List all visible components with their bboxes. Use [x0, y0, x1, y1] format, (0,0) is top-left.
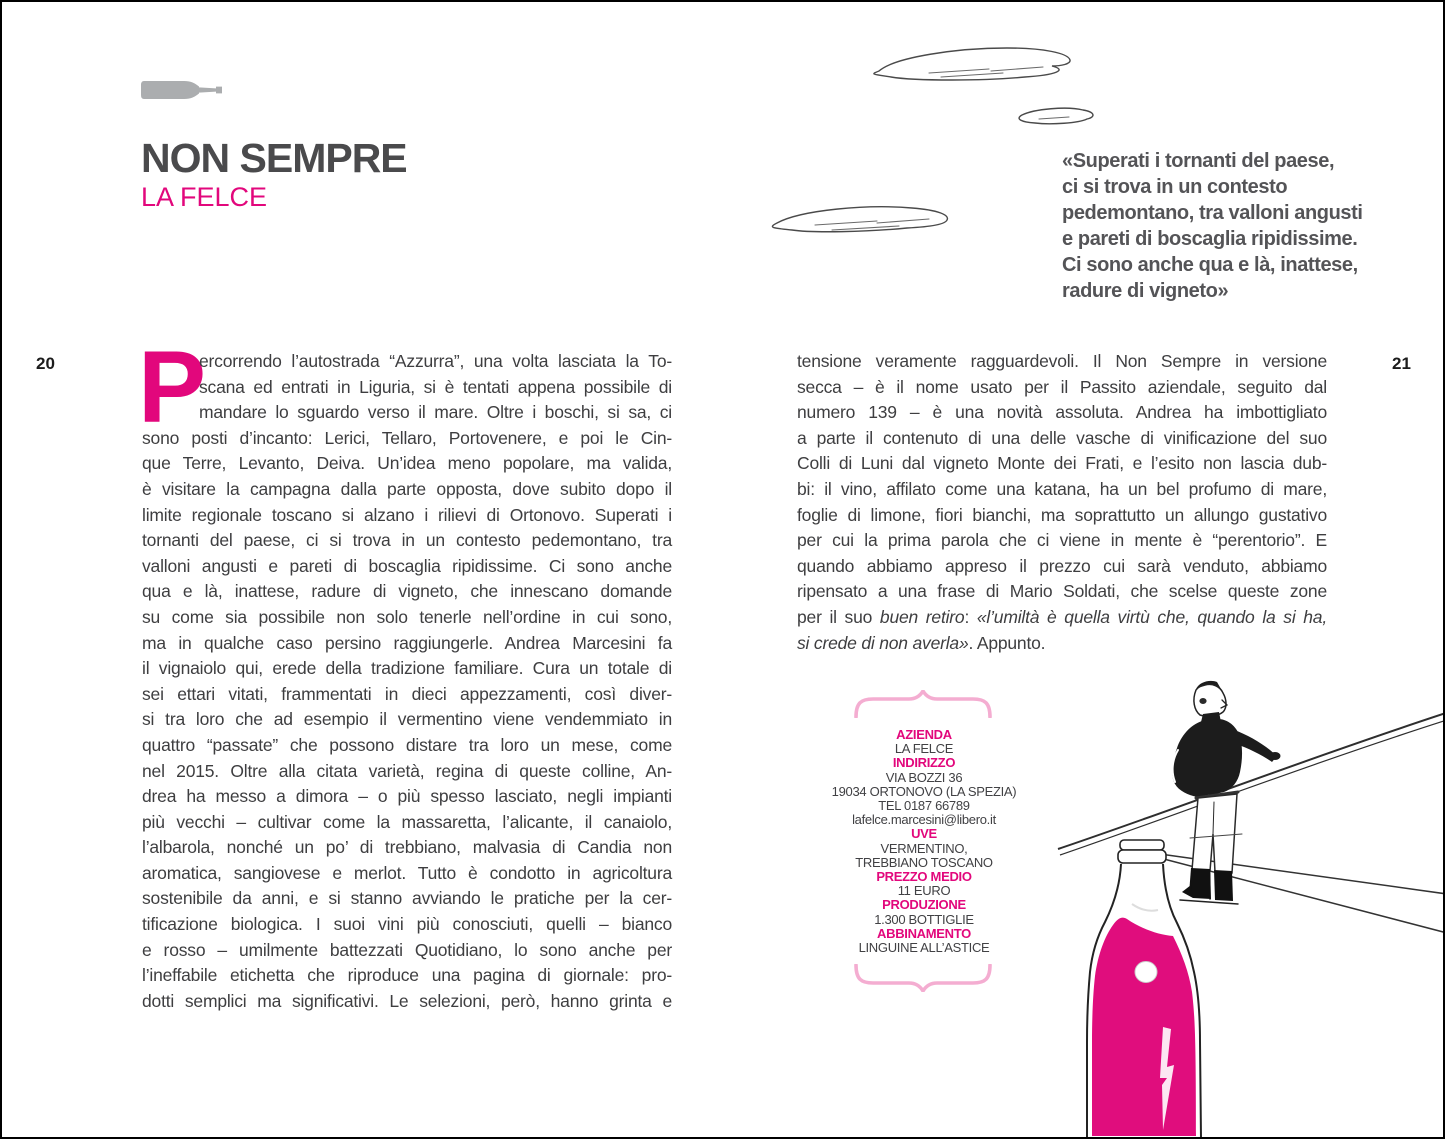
drop-cap: P	[138, 330, 207, 444]
body-line: aromatica, sangiovese e merlot. Tutto è condotto in agricoltura	[142, 862, 672, 883]
body-line: limite regionale toscano si alzano i rilievi di Ortonovo. Superati i	[142, 504, 672, 525]
italic-text: si crede di non averla»	[797, 632, 969, 653]
body-line: dotti semplici ma significativi. Le selezioni, però, hanno grinta e	[142, 990, 672, 1011]
article-title-block	[141, 136, 407, 212]
body-line: numero 139 – è una novità assoluta. Andrea ha imbottigliato	[797, 402, 1327, 423]
ornament-bracket-top	[853, 690, 993, 718]
body-line: quando abbiamo appreso il prezzo cui sarà venduto, abbiamo	[797, 555, 1327, 576]
info-values	[804, 842, 1044, 870]
info-value: VIA BOZZI 36	[885, 769, 963, 785]
body-line: bi: il vino, affilato come una katana, ha un bel profumo di mare,	[797, 478, 1327, 499]
body-line: si tra loro che ad esempio il vermentino viene vendemmiato in	[142, 709, 672, 730]
page-number-left: 20	[36, 354, 55, 373]
body-line: ma in qualche caso persino raggiungerle. Andrea Marcesini fa	[142, 632, 672, 653]
body-line: tensione veramente ragguardevoli. Il Non Sempre in versione	[797, 351, 1327, 371]
ornament-bracket-bottom	[853, 964, 993, 992]
info-label: ABBINAMENTO	[877, 925, 971, 941]
info-label: INDIRIZZO	[892, 755, 956, 771]
tightrope-man	[1172, 681, 1280, 904]
pull-quote	[1062, 148, 1362, 304]
body-line: sostenibile da anni, e si stanno avviando le pratiche per la cer-	[142, 888, 672, 909]
body-line: nel 2015. Oltre alla citata varietà, regina di queste colline, An-	[142, 760, 672, 781]
body-line: e rosso – umilmente battezzati Quotidiano, lo sono anche per	[142, 939, 672, 960]
body-line: mandare lo sguardo verso il mare. Oltre i boschi, si sa, ci	[199, 402, 672, 423]
page-title: NON SEMPRE	[141, 135, 407, 181]
info-section	[804, 728, 1044, 756]
info-value: 19034 ORTONOVO (LA SPEZIA)	[831, 783, 1017, 799]
info-label: AZIENDA	[896, 727, 952, 742]
info-section	[804, 870, 1044, 898]
body-line: l’ineffabile etichetta che riproduce una pagina di giornale: pro-	[142, 965, 672, 986]
tightrope-walker-illustration	[1042, 642, 1445, 1139]
quote-line: «Superati i tornanti del paese,	[1062, 150, 1335, 172]
plain-text: :	[964, 606, 977, 627]
quote-line: pedemontano, tra valloni angusti	[1062, 202, 1363, 224]
info-values	[804, 913, 1044, 927]
info-section	[804, 756, 1044, 827]
body-line: per cui la prima parola che ci viene in mente è “perentorio”. E	[797, 530, 1327, 551]
wine-bottle-icon	[140, 76, 224, 106]
body-line: Colli di Luni dal vigneto Monte dei Frati, e l’esito non lascia dub-	[797, 453, 1327, 474]
body-line: l’albarola, nonché un po’ di trebbiano, malvasia di Candia non	[142, 837, 672, 858]
body-line: tificazione biologica. I suoi vini più conosciuti, quelli – bianco	[142, 914, 672, 935]
body-column-left	[142, 349, 672, 1014]
body-column-right	[797, 349, 1327, 656]
info-value: TREBBIANO TOSCANO	[855, 854, 993, 870]
body-line: sei ettari vitati, frammentati in dieci appezzamenti, così diver-	[142, 683, 672, 704]
info-section	[804, 898, 1044, 926]
plain-text: per il suo	[797, 606, 880, 627]
body-line: tornanti del paese, ci si trova in un contesto pedemontano, tra	[142, 530, 672, 551]
info-value: lafelce.marcesini@libero.it	[852, 812, 996, 828]
info-label: PREZZO MEDIO	[876, 869, 972, 885]
body-line: que Terre, Levanto, Deiva. Un’idea meno popolare, ma valida,	[142, 453, 672, 474]
info-section	[804, 827, 1044, 870]
plain-text: . Appunto.	[968, 632, 1046, 653]
italic-text: buen retiro	[879, 606, 965, 627]
info-value: 11 EURO	[897, 883, 951, 899]
italic-text: «l’umiltà è quella virtù che, quando la si ha,	[976, 606, 1327, 627]
info-label: UVE	[911, 826, 937, 842]
quote-line: Ci sono anche qua e là, inattese,	[1062, 254, 1358, 276]
body-line: qua e là, inattese, radure di vigneto, che innescano domande	[142, 581, 672, 602]
body-line: più vecchi – cultivar come la massaretta, l’alicante, il canaiolo,	[142, 811, 672, 832]
body-line: sono posti d’incanto: Lerici, Tellaro, Portovenere, e poi le Cin-	[142, 427, 672, 448]
body-line: su come sia possibile non solo tenerle nell’ordine in cui sono,	[142, 606, 672, 627]
info-value: VERMENTINO,	[880, 840, 968, 856]
body-line: scana ed entrati in Liguria, si è tentati appena possibile di	[199, 376, 672, 397]
body-line: ercorrendo l’autostrada “Azzurra”, una volta lasciata la To-	[199, 351, 672, 371]
info-value: LINGUINE ALL’ASTICE	[858, 940, 990, 956]
info-value: TEL 0187 66789	[878, 798, 970, 814]
quote-line: e pareti di boscaglia ripidissime.	[1062, 228, 1358, 250]
body-line: foglie di limone, fiori bianchi, ma soprattutto un allungo gustativo	[797, 504, 1327, 525]
winery-info-box	[804, 728, 1044, 955]
body-line: quattro “passate” che possono distare tra loro un mese, come	[142, 734, 672, 755]
winery-name: LA FELCE	[141, 182, 268, 212]
quote-line: radure di vigneto»	[1062, 280, 1229, 302]
info-section	[804, 927, 1044, 955]
info-values	[804, 771, 1044, 828]
info-label: PRODUZIONE	[882, 897, 966, 913]
clouds-sketch	[757, 27, 1107, 252]
info-values	[804, 742, 1044, 756]
body-line: ripensato a una frase di Mario Soldati, che scelse queste zone	[797, 581, 1327, 602]
page-number-right: 21	[1392, 354, 1411, 373]
body-line: valloni angusti e pareti di boscaglia ripidissime. Ci sono anche	[142, 555, 672, 576]
body-line: drea ha messo a dimora – o più spesso lasciato, negli impianti	[142, 786, 672, 807]
body-line: a parte il contenuto di una delle vasche di vinificazione del suo	[797, 427, 1327, 448]
body-line: secca – è il nome usato per il Passito aziendale, seguito dal	[797, 376, 1327, 397]
body-line: è visitare la campagna dalla parte opposta, dove subito dopo il	[142, 478, 672, 499]
info-values	[804, 884, 1044, 898]
body-line	[797, 605, 1327, 631]
info-value: 1.300 BOTTIGLIE	[874, 911, 974, 927]
quote-line: ci si trova in un contesto	[1062, 176, 1288, 198]
info-value: LA FELCE	[894, 741, 954, 757]
info-values	[804, 941, 1044, 955]
body-line: il vignaiolo qui, erede della tradizione familiare. Cura un totale di	[142, 658, 672, 679]
